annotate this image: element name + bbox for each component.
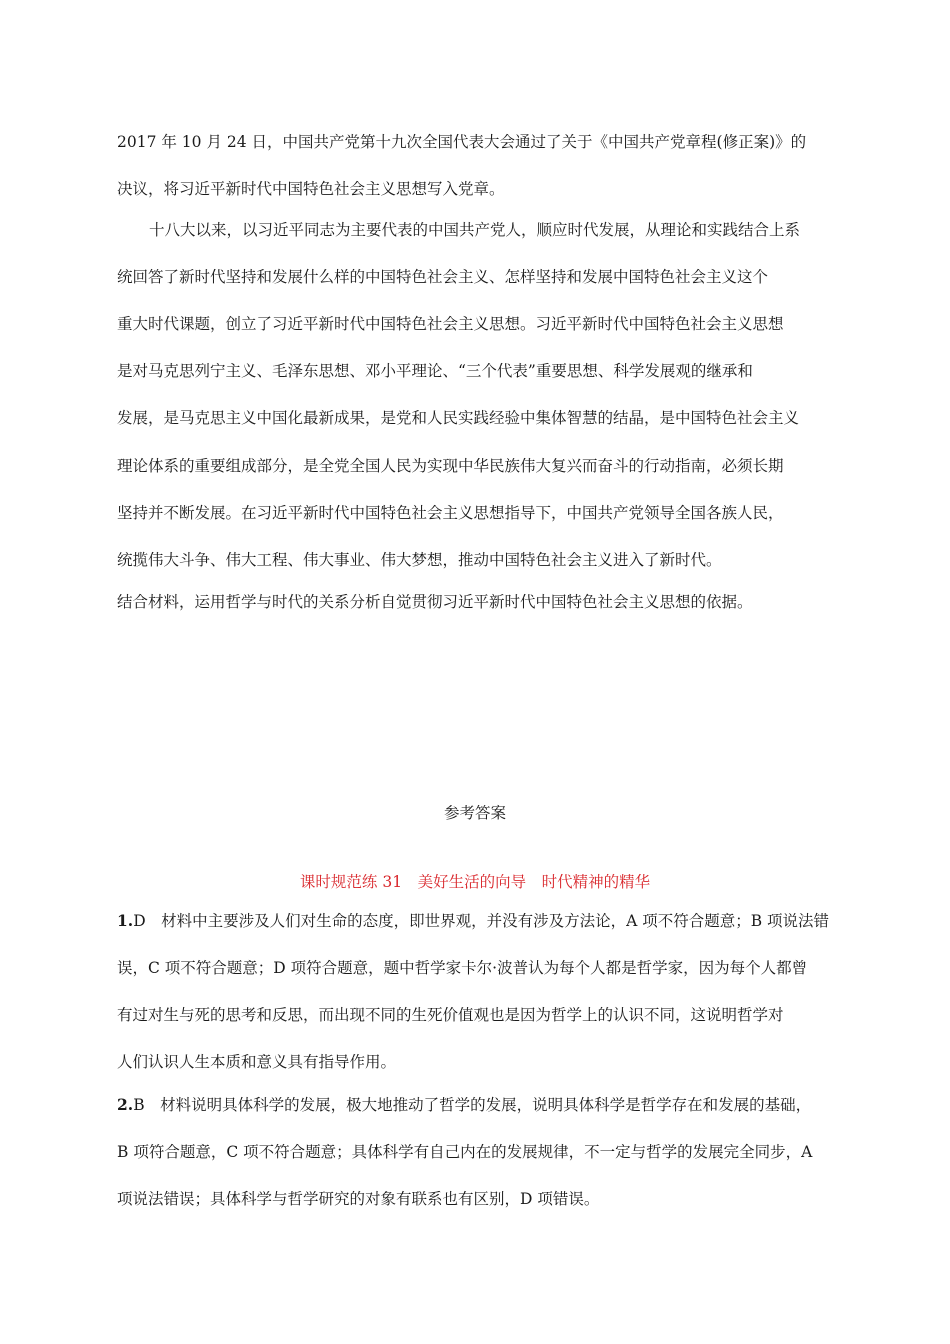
answer-heading: 参考答案 xyxy=(443,804,506,822)
text-line: 2017 年 10 月 24 日，中国共产党第十九次全国代表大会通过了关于《中国共产党章程(修正案)》的 xyxy=(117,133,807,151)
answer-text: B 材料说明具体科学的发展，极大地推动了哲学的发展，说明具体科学是哲学存在和发展的基础， xyxy=(133,1096,812,1114)
text-line: 重大时代课题，创立了习近平新时代中国特色社会主义思想。习近平新时代中国特色社会主义思想 xyxy=(117,315,784,333)
question-text: 结合材料，运用哲学与时代的关系分析自觉贯彻习近平新时代中国特色社会主义思想的依据。 xyxy=(117,593,753,611)
answer-number: 1. xyxy=(117,911,134,930)
answer-line: 误，C 项不符合题意；D 项符合题意，题中哲学家卡尔·波普认为每个人都是哲学家，因为每个人都曾 xyxy=(117,959,808,977)
text-line: 十八大以来，以习近平同志为主要代表的中国共产党人，顺应时代发展，从理论和实践结合上系 xyxy=(149,221,801,239)
text-line: 发展，是马克思主义中国化最新成果，是党和人民实践经验中集体智慧的结晶，是中国特色社会主义 xyxy=(117,409,800,427)
section-title: 课时规范练 31 美好生活的向导 时代精神的精华 xyxy=(299,873,651,891)
text-line: 统揽伟大斗争、伟大工程、伟大事业、伟大梦想，推动中国特色社会主义进入了新时代。 xyxy=(117,551,722,569)
text-line: 坚持并不断发展。在习近平新时代中国特色社会主义思想指导下，中国共产党领导全国各族人民， xyxy=(117,504,784,522)
answer-line: 项说法错误；具体科学与哲学研究的对象有联系也有区别，D 项错误。 xyxy=(117,1190,600,1208)
answer-line xyxy=(117,910,833,932)
answer-line: 有过对生与死的思考和反思，而出现不同的生死价值观也是因为哲学上的认识不同，这说明哲学对 xyxy=(117,1006,784,1024)
text-line: 决议，将习近平新时代中国特色社会主义思想写入党章。 xyxy=(117,180,505,198)
answer-line: 人们认识人生本质和意义具有指导作用。 xyxy=(117,1053,397,1071)
answer-number: 2. xyxy=(117,1095,134,1114)
text-line: 理论体系的重要组成部分，是全党全国人民为实现中华民族伟大复兴而奋斗的行动指南，必须长期 xyxy=(117,457,784,475)
answer-line xyxy=(117,1094,833,1116)
answer-text: D 材料中主要涉及人们对生命的态度，即世界观，并没有涉及方法论，A 项不符合题意；B 项说法错 xyxy=(133,912,830,930)
text-line: 统回答了新时代坚持和发展什么样的中国特色社会主义、怎样坚持和发展中国特色社会主义这个 xyxy=(117,268,769,286)
answer-line: B 项符合题意，C 项不符合题意；具体科学有自己内在的发展规律，不一定与哲学的发展完全同步，A xyxy=(117,1143,813,1161)
text-line: 是对马克思列宁主义、毛泽东思想、邓小平理论、“三个代表”重要思想、科学发展观的继承和 xyxy=(117,362,753,380)
